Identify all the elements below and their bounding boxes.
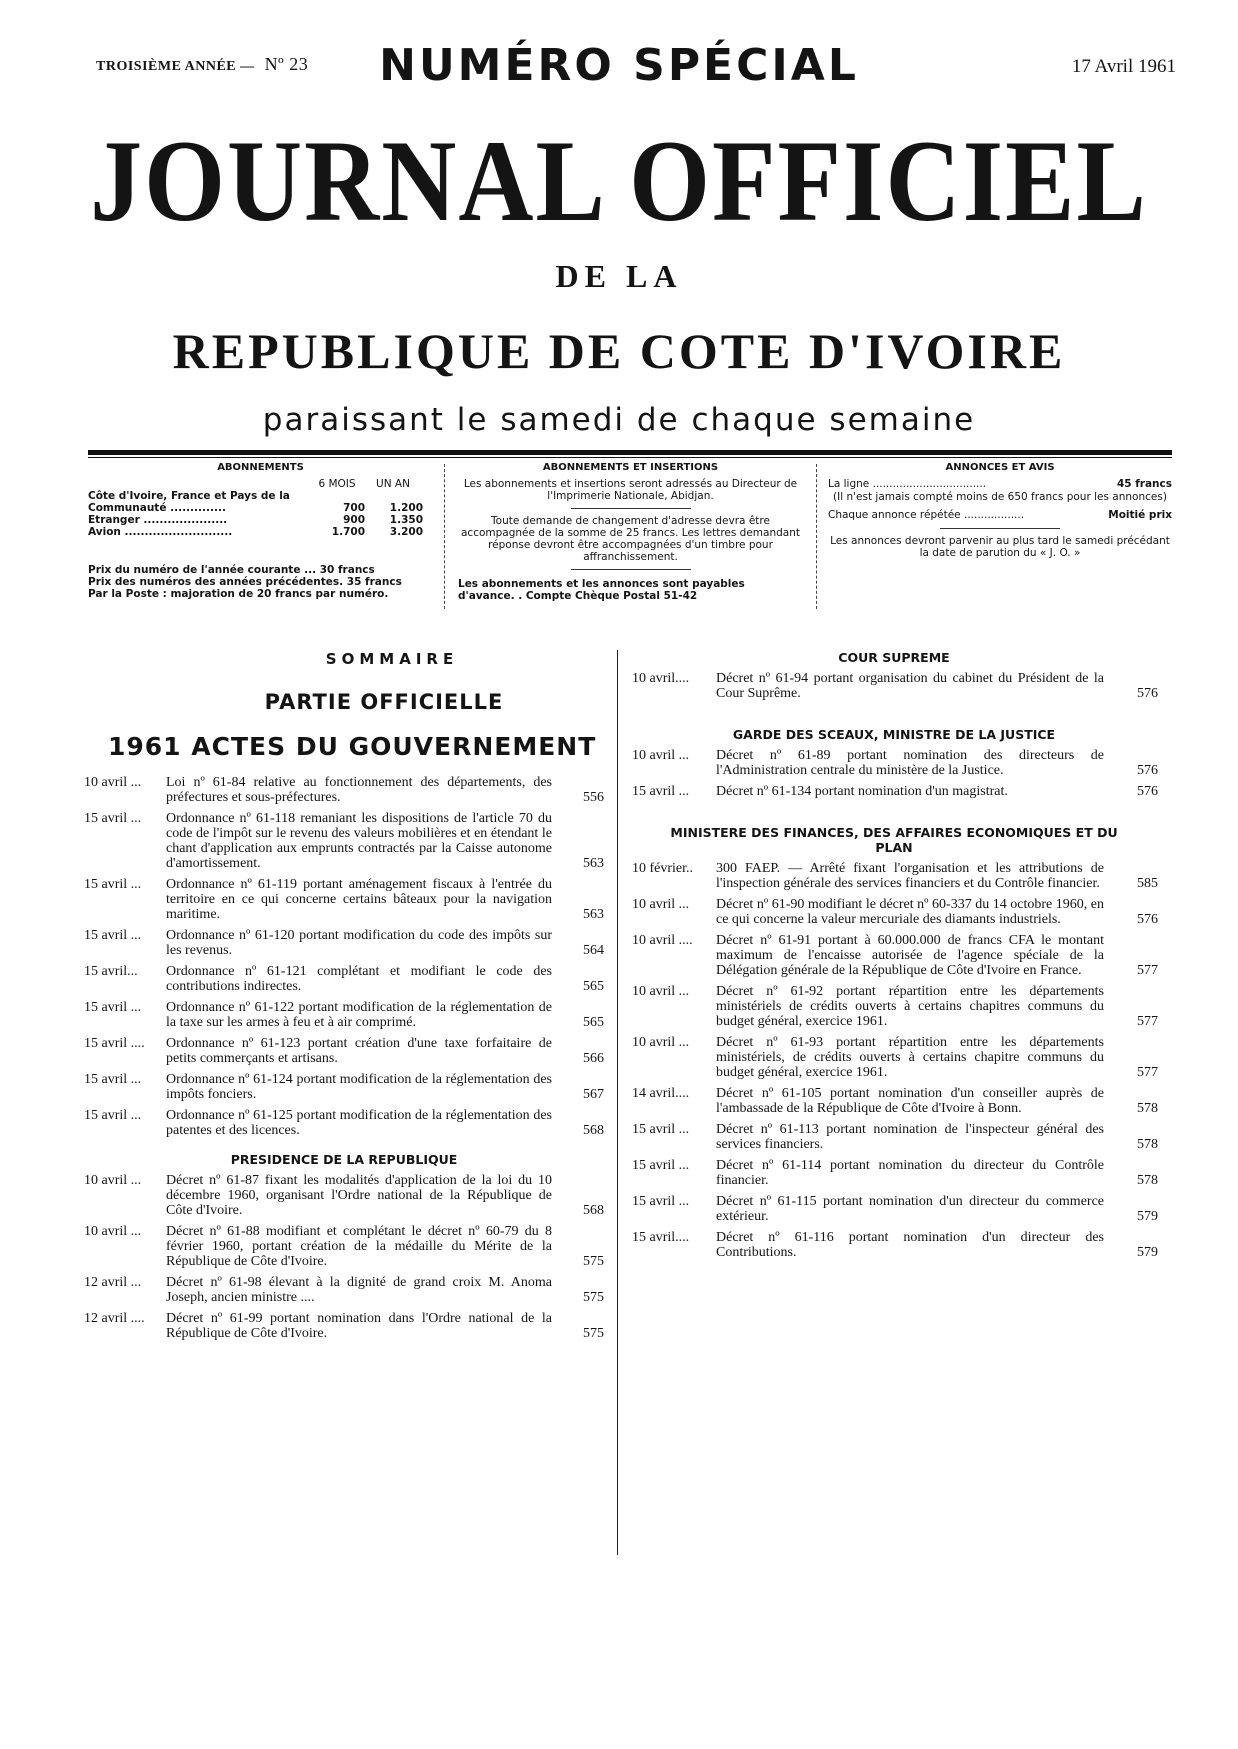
- cour-list: [630, 671, 1158, 701]
- entry-title: Décret nº 61-116 portant nomination d'un directeur des Contributions.: [716, 1230, 1104, 1260]
- toc-entry: [84, 1072, 604, 1102]
- subscription-columns: [88, 478, 433, 490]
- toc-entry: [630, 748, 1158, 778]
- announcement-rate: [828, 509, 1172, 522]
- entry-page: 565: [583, 1015, 604, 1030]
- journal-title: JOURNAL OFFICIEL: [90, 117, 1148, 246]
- toc-entry: [630, 784, 1158, 799]
- frequency-line: paraissant le samedi de chaque semaine: [262, 402, 976, 438]
- col-six-months: 6 MOIS: [318, 478, 356, 490]
- entry-title: Ordonnance nº 61-118 remaniant les dispositions de l'article 70 du code de l'impôt sur le revenu des valeurs mobilières et en étendant le chant d'application aux emprunts contractés par la Caisse autonome d'amortissement.: [166, 811, 552, 871]
- price-note: Par la Poste : majoration de 20 francs par numéro.: [88, 588, 389, 600]
- entry-title: Décret nº 61-115 portant nomination d'un directeur du commerce extérieur.: [716, 1194, 1104, 1224]
- price-row: [88, 526, 433, 538]
- special-edition-title: NUMÉRO SPÉCIAL: [379, 40, 859, 91]
- entry-page: 577: [1137, 963, 1158, 978]
- entry-page: 578: [1137, 1137, 1158, 1152]
- toc-entry: [84, 775, 604, 805]
- left-column: [84, 650, 604, 1347]
- price-label: Avion ...........................: [88, 526, 233, 538]
- entry-title: Décret nº 61-91 portant à 60.000.000 de francs CFA le montant maximum de l'encaisse autorisée de l'agence spéciale de la Délégation générale de la République de Côte d'Ivoire en France.: [716, 933, 1104, 978]
- toc-entry: [630, 897, 1158, 927]
- entry-page: 575: [583, 1254, 604, 1269]
- actes-heading: 1961 ACTES DU GOUVERNEMENT: [108, 732, 597, 761]
- entry-date: 15 avril ...: [84, 811, 142, 826]
- issue-label: TROISIÈME ANNÉE —: [96, 59, 255, 74]
- announcements-title: ANNONCES ET AVIS: [945, 462, 1055, 473]
- entry-date: 10 février..: [632, 861, 694, 876]
- section-heading: MINISTERE DES FINANCES, DES AFFAIRES ECONOMIQUES ET DU PLAN: [670, 825, 1118, 855]
- toc-entry: [630, 1122, 1158, 1152]
- minimum-note: (Il n'est jamais compté moins de 650 francs pour les annonces): [833, 491, 1167, 503]
- entry-title: Décret nº 61-88 modifiant et complétant le décret nº 60-79 du 8 février 1960, portant création de la médaille du Mérite de la République de Côte d'Ivoire.: [166, 1224, 552, 1269]
- entry-page: 579: [1137, 1245, 1158, 1260]
- price-notes: [88, 564, 433, 600]
- insertions-divider: [571, 508, 691, 509]
- journal-subtitle: DE LA: [555, 258, 683, 294]
- section-heading: PRESIDENCE DE LA REPUBLIQUE: [230, 1152, 458, 1167]
- entry-date: 10 avril ...: [84, 1224, 142, 1239]
- toc-entry: [84, 1311, 604, 1341]
- section-heading: COUR SUPREME: [838, 650, 950, 665]
- column-divider: [617, 650, 618, 1555]
- entry-date: 15 avril ...: [632, 1194, 690, 1209]
- entry-date: 12 avril ....: [84, 1311, 145, 1326]
- entry-page: 575: [583, 1290, 604, 1305]
- toc-entry: [84, 1275, 604, 1305]
- entry-page: 567: [583, 1087, 604, 1102]
- entry-page: 579: [1137, 1209, 1158, 1224]
- entry-title: Décret nº 61-114 portant nomination du directeur du Contrôle financier.: [716, 1158, 1104, 1188]
- entry-date: 10 avril ....: [632, 933, 693, 948]
- justice-list: [630, 748, 1158, 799]
- entry-date: 10 avril ...: [632, 897, 690, 912]
- toc-entry: [84, 964, 604, 994]
- insertions-divider: [571, 569, 691, 570]
- finances-list: [630, 861, 1158, 1260]
- insertions-block: [458, 462, 803, 602]
- entry-title: Ordonnance nº 61-119 portant aménagement fiscaux à l'entrée du territoire en ce qui concerne certains bâteaux pour la navigation maritime.: [166, 877, 552, 922]
- entry-title: Ordonnance nº 61-125 portant modification de la réglementation des patentes et des licences.: [166, 1108, 552, 1138]
- announcement-rate: [828, 478, 1172, 491]
- entry-title: Ordonnance nº 61-124 portant modification de la réglementation des impôts fonciers.: [166, 1072, 552, 1102]
- entry-title: Ordonnance nº 61-120 portant modification du code des impôts sur les revenus.: [166, 928, 552, 958]
- toc-entry: [84, 1036, 604, 1066]
- entry-page: 568: [583, 1203, 604, 1218]
- presidence-list: [84, 1173, 604, 1341]
- entry-page: 563: [583, 856, 604, 871]
- toc-entry: [84, 877, 604, 922]
- entry-page: 578: [1137, 1173, 1158, 1188]
- rate-label: Chaque annonce répétée ..................: [828, 509, 1025, 521]
- right-column: [630, 650, 1158, 1266]
- entry-date: 10 avril....: [632, 671, 690, 686]
- entry-date: 15 avril...: [84, 964, 138, 979]
- toc-entry: [630, 671, 1158, 701]
- toc-entry: [630, 1194, 1158, 1224]
- entry-page: 566: [583, 1051, 604, 1066]
- entry-page: 585: [1137, 876, 1158, 891]
- price-label: Côte d'Ivoire, France et Pays de la Communauté ..............: [88, 490, 290, 514]
- entry-page: 568: [583, 1123, 604, 1138]
- entry-title: Décret nº 61-99 portant nomination dans l'Ordre national de la République de Côte d'Ivoire.: [166, 1311, 552, 1341]
- rate-label: La ligne ..................................: [828, 478, 987, 490]
- toc-entry: [84, 1173, 604, 1218]
- entry-page: 577: [1137, 1065, 1158, 1080]
- announcements-divider: [940, 528, 1060, 529]
- subscriptions-block: [88, 462, 433, 600]
- entry-date: 10 avril ...: [632, 984, 690, 999]
- entry-date: 10 avril ...: [84, 1173, 142, 1188]
- entry-page: 576: [1137, 784, 1158, 799]
- entry-date: 15 avril ....: [84, 1036, 145, 1051]
- entry-date: 15 avril ...: [84, 1000, 142, 1015]
- acts-list: [84, 775, 604, 1138]
- rate-price: Moitié prix: [1108, 509, 1172, 521]
- subscriptions-title: ABONNEMENTS: [217, 462, 304, 473]
- price-six-months: 700: [343, 502, 365, 514]
- price-one-year: 1.350: [389, 514, 423, 526]
- republic-title: REPUBLIQUE DE COTE D'IVOIRE: [172, 323, 1066, 379]
- toc-entry: [630, 1035, 1158, 1080]
- entry-page: 556: [583, 790, 604, 805]
- sommaire-title: SOMMAIRE: [325, 650, 459, 668]
- entry-title: Décret nº 61-134 portant nomination d'un magistrat.: [716, 784, 1008, 799]
- entry-date: 10 avril ...: [632, 1035, 690, 1050]
- price-note: Prix du numéro de l'année courante ... 30 francs: [88, 564, 375, 576]
- box-separator: [816, 464, 817, 609]
- entry-date: 10 avril ...: [84, 775, 142, 790]
- masthead-rule-thin: [88, 457, 1172, 458]
- toc-entry: [630, 984, 1158, 1029]
- price-row: [88, 514, 433, 526]
- entry-date: 15 avril ...: [84, 928, 142, 943]
- entry-title: Loi nº 61-84 relative au fonctionnement des départements, des préfectures et sous-préfectures.: [166, 775, 552, 805]
- insertions-text: Toute demande de changement d'adresse devra être accompagnée de la somme de 25 francs. Les lettres demandant réponse devront être accompagnées d'un timbre pour affranchissement.: [460, 515, 800, 563]
- entry-title: Ordonnance nº 61-122 portant modification de la réglementation de la taxe sur les armes à feu et à air comprimé.: [166, 1000, 552, 1030]
- deadline-note: Les annonces devront parvenir au plus tard le samedi précédant la date de parution du « J. O. »: [830, 535, 1170, 559]
- entry-title: Décret nº 61-98 élevant à la dignité de grand croix M. Anoma Joseph, ancien ministre ....: [166, 1275, 552, 1305]
- price-note: Prix des numéros des années précédentes. 35 francs: [88, 576, 402, 588]
- entry-title: Ordonnance nº 61-121 complétant et modifiant le code des contributions indirectes.: [166, 964, 552, 994]
- entry-page: 577: [1137, 1014, 1158, 1029]
- entry-title: Décret nº 61-89 portant nomination des directeurs de l'Administration centrale du ministère de la Justice.: [716, 748, 1104, 778]
- toc-entry: [84, 1108, 604, 1138]
- price-label: Etranger .....................: [88, 514, 228, 526]
- entry-date: 12 avril ...: [84, 1275, 142, 1290]
- entry-date: 15 avril....: [632, 1230, 690, 1245]
- masthead-rule: [88, 450, 1172, 455]
- entry-title: Décret nº 61-87 fixant les modalités d'application de la loi du 10 décembre 1960, organisant l'Ordre national de la République de Côte d'Ivoire.: [166, 1173, 552, 1218]
- entry-date: 15 avril ...: [84, 877, 142, 892]
- section-heading: GARDE DES SCEAUX, MINISTRE DE LA JUSTICE: [732, 727, 1056, 742]
- issue-number: Nº 23: [264, 54, 309, 74]
- entry-date: 15 avril ...: [84, 1072, 142, 1087]
- toc-entry: [84, 811, 604, 871]
- entry-title: Décret nº 61-105 portant nomination d'un conseiller auprès de l'ambassade de la République de Côte d'Ivoire à Bonn.: [716, 1086, 1104, 1116]
- entry-page: 576: [1137, 763, 1158, 778]
- entry-date: 15 avril ...: [632, 1158, 690, 1173]
- box-separator: [444, 464, 445, 609]
- price-six-months: 900: [343, 514, 365, 526]
- toc-entry: [630, 861, 1158, 891]
- toc-entry: [84, 1000, 604, 1030]
- partie-officielle-heading: PARTIE OFFICIELLE: [264, 690, 504, 714]
- entry-title: Décret nº 61-93 portant répartition entre les départements ministériels, de crédits ouverts à certains chapitre communs du budget général, exercice 1961.: [716, 1035, 1104, 1080]
- entry-page: 565: [583, 979, 604, 994]
- entry-title: Ordonnance nº 61-123 portant création d'une taxe forfaitaire de petits commerçants et artisans.: [166, 1036, 552, 1066]
- entry-date: 10 avril ...: [632, 748, 690, 763]
- price-one-year: 3.200: [389, 526, 423, 538]
- entry-page: 576: [1137, 686, 1158, 701]
- payment-text: Les abonnements et les annonces sont payables d'avance. . Compte Chèque Postal 51-42: [458, 578, 745, 602]
- entry-page: 575: [583, 1326, 604, 1341]
- announcements-block: [828, 462, 1172, 559]
- price-one-year: 1.200: [389, 502, 423, 514]
- entry-title: 300 FAEP. — Arrêté fixant l'organisation et les attributions de l'inspection générale des services financiers et du Contrôle financier.: [716, 861, 1104, 891]
- rate-price: 45 francs: [1116, 478, 1172, 490]
- entry-title: Décret nº 61-94 portant organisation du cabinet du Président de la Cour Suprême.: [716, 671, 1104, 701]
- toc-entry: [630, 1230, 1158, 1260]
- entry-page: 563: [583, 907, 604, 922]
- toc-entry: [84, 1224, 604, 1269]
- insertions-title: ABONNEMENTS ET INSERTIONS: [542, 462, 719, 473]
- entry-title: Décret nº 61-113 portant nomination de l'inspecteur général des services financiers.: [716, 1122, 1104, 1152]
- col-one-year: UN AN: [376, 478, 410, 490]
- entry-date: 15 avril ...: [632, 1122, 690, 1137]
- entry-page: 564: [583, 943, 604, 958]
- toc-entry: [630, 1086, 1158, 1116]
- toc-entry: [630, 1158, 1158, 1188]
- entry-title: Décret nº 61-92 portant répartition entre les départements ministériels de crédits ouverts à certains chapitres communs du budget général, exercice 1961.: [716, 984, 1104, 1029]
- entry-title: Décret nº 61-90 modifiant le décret nº 60-337 du 14 octobre 1960, en ce qui concerne la valeur mercuriale des diamants industriels.: [716, 897, 1104, 927]
- price-six-months: 1.700: [331, 526, 365, 538]
- masthead-top: [0, 40, 1238, 100]
- issue-date: 17 Avril 1961: [1071, 56, 1176, 77]
- entry-date: 14 avril....: [632, 1086, 690, 1101]
- price-row: [88, 490, 433, 514]
- toc-entry: [84, 928, 604, 958]
- entry-date: 15 avril ...: [84, 1108, 142, 1123]
- toc-entry: [630, 933, 1158, 978]
- insertions-text: Les abonnements et insertions seront adressés au Directeur de l'Imprimerie Nationale, Abidjan.: [463, 478, 798, 502]
- info-box: [88, 462, 1172, 612]
- entry-page: 578: [1137, 1101, 1158, 1116]
- entry-page: 576: [1137, 912, 1158, 927]
- entry-date: 15 avril ...: [632, 784, 690, 799]
